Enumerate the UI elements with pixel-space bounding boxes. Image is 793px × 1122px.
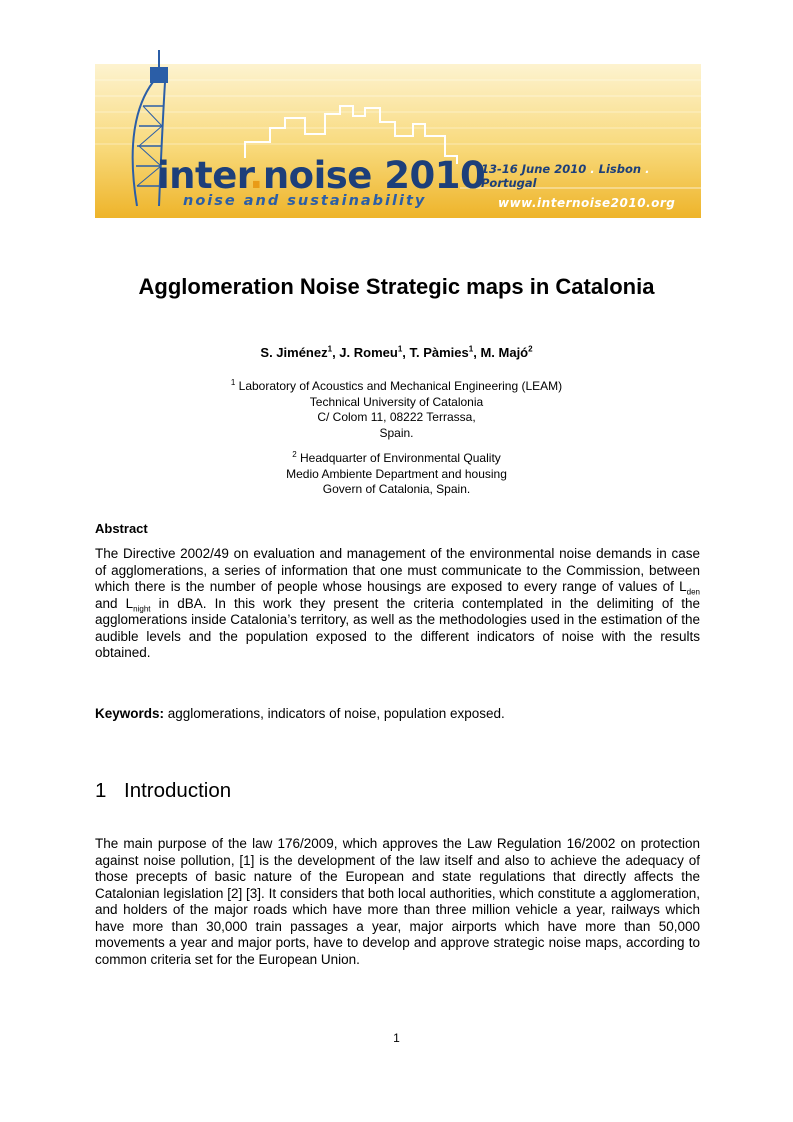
keywords-text: agglomerations, indicators of noise, population exposed. (164, 706, 505, 721)
paper-title: Agglomeration Noise Strategic maps in Catalonia (138, 274, 655, 299)
affiliation-1 (0, 379, 793, 441)
affiliation-line: $^1$ Laboratory of Acoustics and Mechanical Engineering (LEAM) (230, 378, 563, 393)
affiliation-line: Technical University of Catalonia (309, 394, 484, 409)
keywords (95, 706, 505, 721)
abstract-heading: Abstract (95, 521, 148, 536)
affiliation-line: C/ Colom 11, 08222 Terrassa, (317, 410, 476, 424)
author: S. Jiménez$^1$, (260, 344, 340, 360)
brand-dot: . (249, 154, 263, 197)
country-text: Portugal (481, 176, 537, 190)
affiliation-2 (0, 451, 793, 498)
affiliation-line: Govern of Catalonia, Spain. (322, 482, 471, 496)
section-heading (95, 779, 231, 803)
dates-separator-1: . (590, 162, 595, 176)
author: T. Pàmies$^1$, (409, 344, 481, 360)
affiliation-line: $^2$ Headquarter of Environmental Quality (292, 450, 501, 465)
dates-separator-2: . (645, 162, 650, 176)
keywords-label: Keywords: (95, 706, 165, 721)
affiliation-line: Spain. (379, 425, 414, 440)
author-list (0, 345, 793, 360)
conference-url: www.internoise2010.org (498, 196, 676, 210)
dates-text: 13-16 June 2010 (481, 162, 587, 176)
abstract-text: The Directive 2002/49 on evaluation and management of the environmental noise demands in case of agglomerations, a series of information that one must communicate to the Commission, between which there is the number of people whose housings are exposed to every range of values of $L_{den}$ and $L_{night}$ in dBA. In this work they present the criteria contemplated in the delimiting of the agglomerations inside Catalonia’s territory, as well as the methodologies used in the estimation of the audible levels and the population exposed to the different indicators of noise with the results obtained. (95, 546, 700, 660)
conference-banner (95, 46, 701, 218)
affiliation-line: Medio Ambiente Department and housing (286, 466, 507, 481)
author: J. Romeu$^1$, (339, 344, 410, 360)
brand-noise: noise 2010 (262, 154, 486, 197)
city-text: Lisbon (598, 162, 642, 176)
section-number: 1 (95, 779, 107, 802)
brand-title (157, 154, 485, 197)
conference-dates (481, 162, 701, 190)
author: M. Majó$^2$ (480, 344, 533, 360)
brand-tagline: noise and sustainability (183, 193, 427, 209)
introduction-text: The main purpose of the law 176/2009, which approves the Law Regulation 16/2002 on protection against noise pollution, [1] is the development of the law itself and also to achieve the adequacy of those precepts of basic nature of the European and state regulations that directly affects the Catalonian legislation [2] [3]. It considers that both local authorities, which constitute a agglomeration, and holders of the major roads which have more than three million vehicle a year, railways which have more than 30,000 train passages a year, major airports which have more than 50,000 movements a year and major ports, have to develop and approve strategic noise maps, according to common criteria set for the European Union. (95, 836, 700, 967)
page-number: 1 (393, 1031, 400, 1045)
section-title: Introduction (124, 779, 232, 802)
brand-inter: inter (157, 154, 250, 197)
